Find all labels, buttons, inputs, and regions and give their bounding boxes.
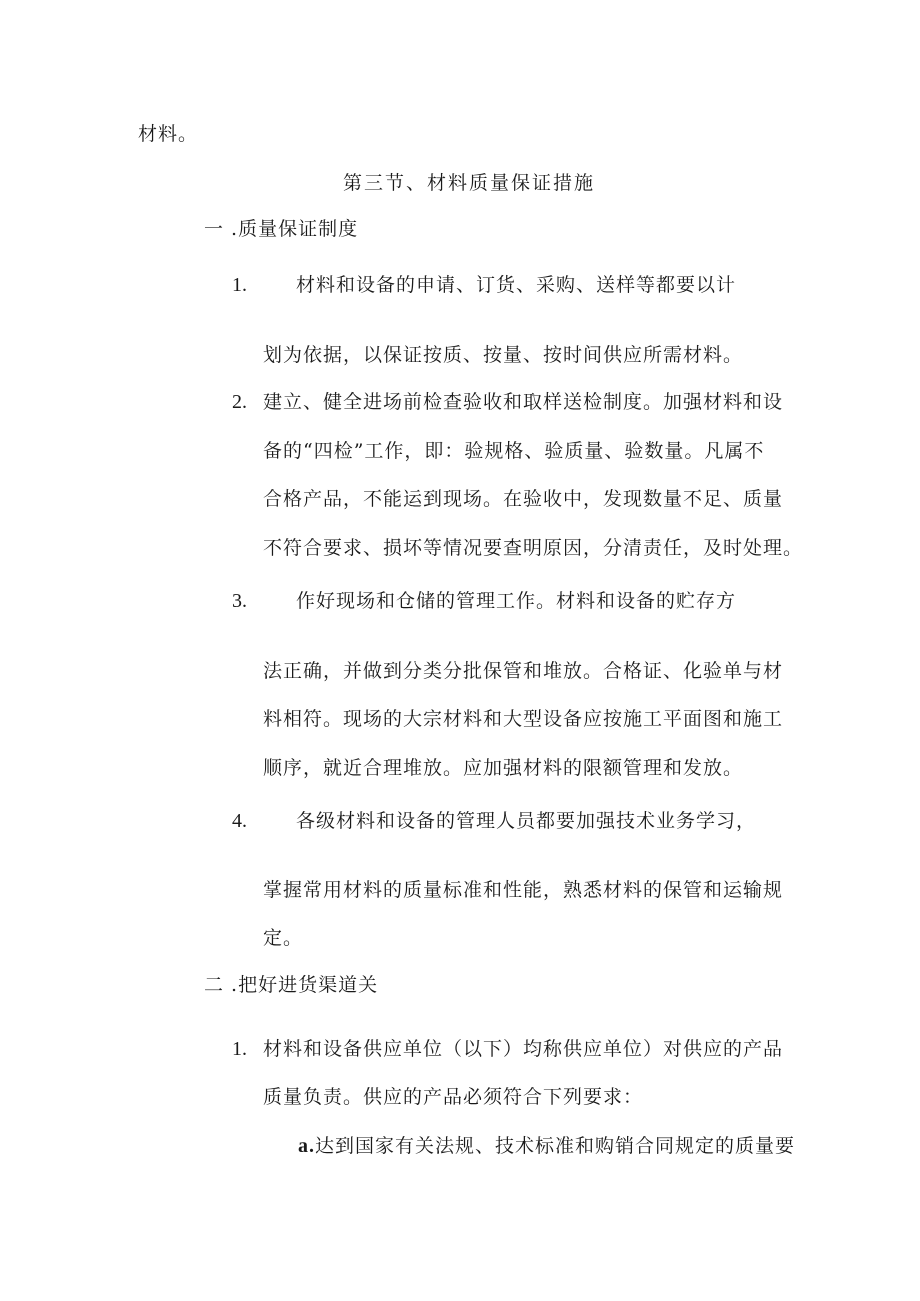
- item-text-line: 材料和设备的申请、订货、采购、送样等都要以计: [296, 274, 737, 296]
- item-text-line: 定。: [263, 927, 304, 949]
- sub-item-text: 达到国家有关法规、技术标准和购销合同规定的质量要: [315, 1135, 796, 1157]
- item-text-line: 质量负责。供应的产品必须符合下列要求：: [263, 1086, 644, 1108]
- part2-heading: 二 .把好进货渠道关: [204, 974, 379, 996]
- item-text-line: 划为依据，以保证按质、按量、按时间供应所需材料。: [263, 344, 744, 366]
- continuation-text: 材料。: [138, 123, 199, 145]
- item-number: 4.: [232, 810, 247, 832]
- item-text-line: 备的“四检”工作，即：验规格、验质量、验数量。凡属不: [263, 440, 765, 462]
- item-number: 2.: [232, 391, 247, 413]
- item-text-line: 各级材料和设备的管理人员都要加强技术业务学习，: [296, 810, 757, 832]
- item-number: 3.: [232, 590, 247, 612]
- item-text-line: 料相符。现场的大宗材料和大型设备应按施工平面图和施工: [263, 708, 784, 730]
- item-number: 1.: [232, 274, 247, 296]
- sub-item: [298, 1134, 795, 1158]
- item-text-line: 合格产品，不能运到现场。在验收中，发现数量不足、质量: [263, 488, 784, 510]
- item-text-line: 材料和设备供应单位（以下）均称供应单位）对供应的产品: [263, 1038, 784, 1060]
- item-text-line: 建立、健全进场前检查验收和取样送检制度。加强材料和设: [263, 391, 784, 413]
- item-text-line: 顺序，就近合理堆放。应加强材料的限额管理和发放。: [263, 757, 744, 779]
- item-number: 1.: [232, 1038, 247, 1060]
- item-text-line: 作好现场和仓储的管理工作。材料和设备的贮存方: [296, 590, 737, 612]
- item-text-line: 法正确，并做到分类分批保管和堆放。合格证、化验单与材: [263, 660, 784, 682]
- part1-heading: 一 .质量保证制度: [204, 218, 359, 240]
- item-text-line: 不符合要求、损坏等情况要查明原因，分清责任，及时处理。: [263, 537, 804, 559]
- sub-item-marker: a.: [298, 1135, 315, 1157]
- section-title: 第三节、材料质量保证措施: [343, 172, 596, 194]
- item-text-line: 掌握常用材料的质量标准和性能，熟悉材料的保管和运输规: [263, 879, 784, 901]
